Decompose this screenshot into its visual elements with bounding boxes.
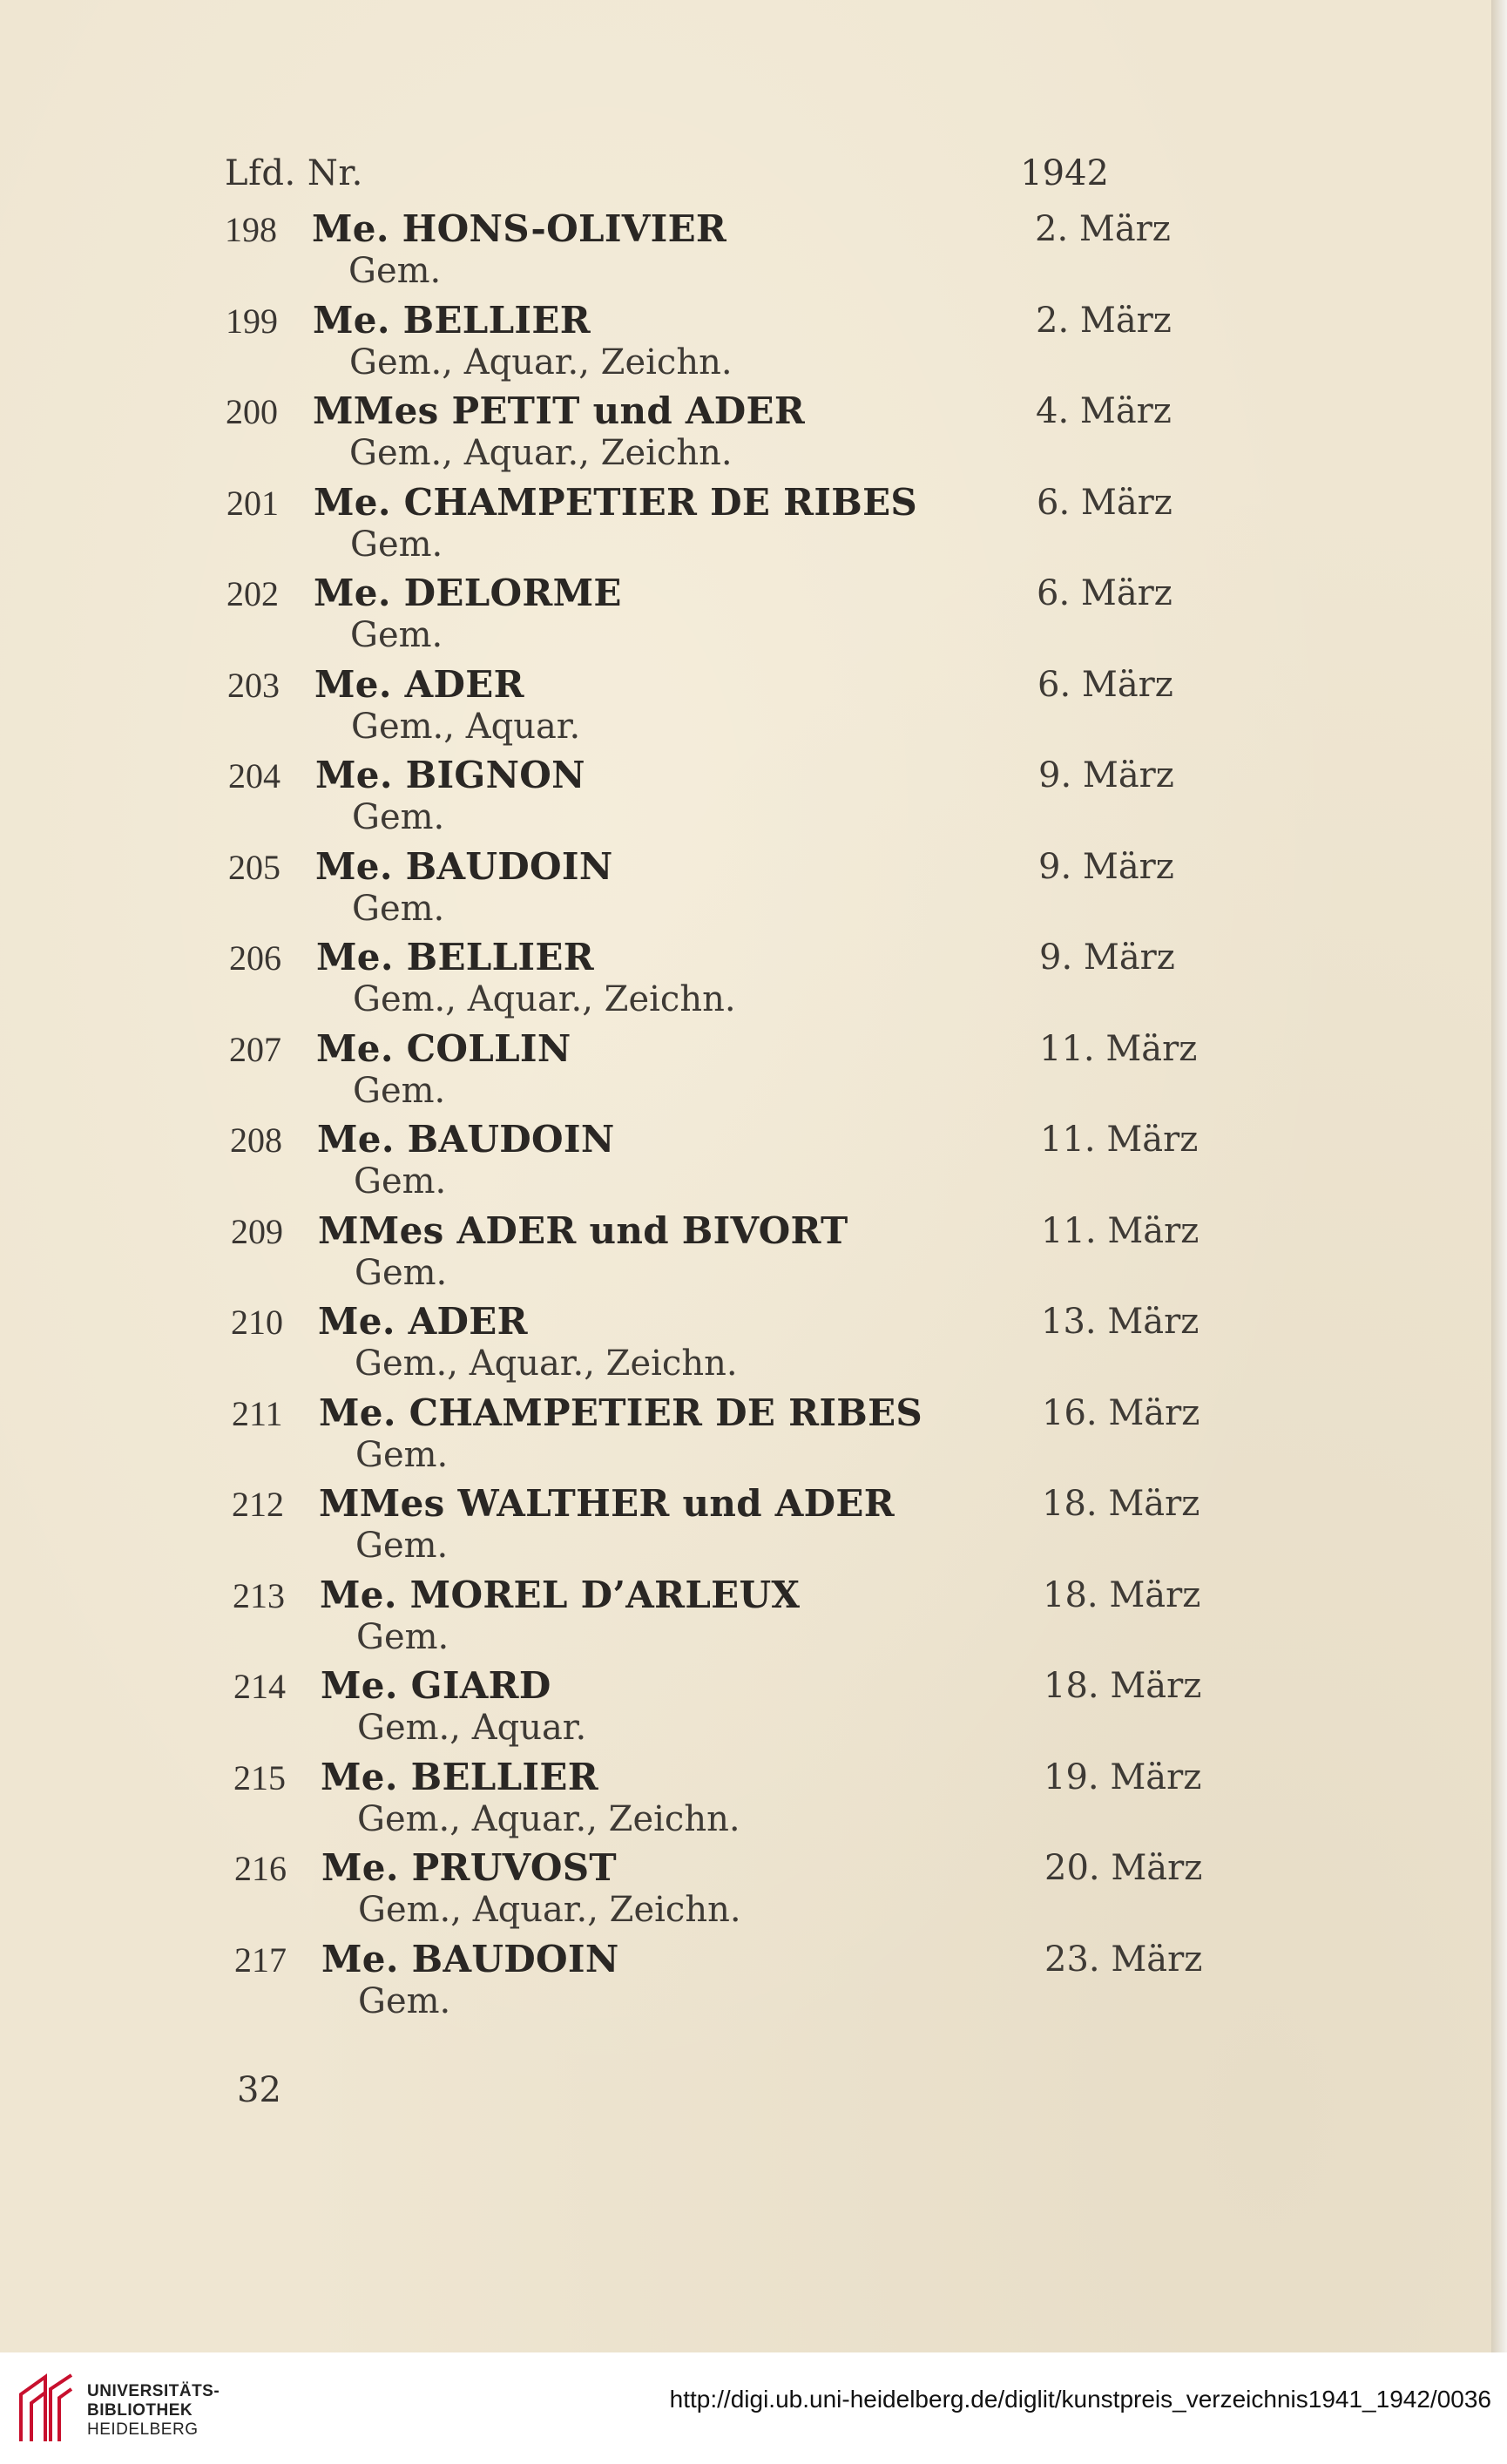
- auction-date: 9. März: [1038, 755, 1174, 795]
- auction-date: 18. März: [1042, 1484, 1200, 1524]
- entry-number: 201: [226, 483, 279, 523]
- list-item: [234, 1939, 1209, 2031]
- entry-number: 213: [233, 1575, 285, 1615]
- auction-date: 6. März: [1037, 664, 1173, 705]
- auction-house-name: MMes ADER und BIVORT: [318, 1208, 848, 1252]
- list-item: [228, 755, 1209, 847]
- media-type: Gem., Aquar.: [351, 706, 581, 747]
- footer-bar: [0, 2352, 1507, 2464]
- auction-house-name: Me. CHAMPETIER DE RIBES: [319, 1391, 923, 1434]
- list-item: [226, 298, 1209, 392]
- auction-house-name: Me. BELLIER: [316, 936, 594, 978]
- auction-date: 11. März: [1041, 1210, 1200, 1251]
- auction-house-name: Me. HONS-OLIVIER: [312, 207, 727, 250]
- column-label: Lfd. Nr.: [225, 153, 363, 193]
- media-type: Gem.: [354, 1161, 447, 1202]
- entry-number: 208: [230, 1120, 282, 1160]
- list-item: [228, 844, 1209, 938]
- entry-number: 198: [225, 210, 277, 249]
- entry-number: 211: [232, 1393, 283, 1433]
- list-item: [233, 1575, 1209, 1667]
- auction-house-name: Me. ADER: [314, 662, 524, 706]
- library-name-line2: BIBLIOTHEK: [87, 2401, 193, 2420]
- media-type: Gem., Aquar., Zeichn.: [357, 1798, 740, 1839]
- list-item: [229, 938, 1209, 1029]
- auction-house-name: Me. PRUVOST: [321, 1846, 617, 1889]
- list-item: [226, 480, 1209, 574]
- media-type: Gem.: [348, 251, 442, 291]
- year-label: 1942: [1020, 153, 1109, 193]
- media-type: Gem., Aquar., Zeichn.: [358, 1890, 741, 1930]
- header-row: [225, 153, 1166, 206]
- auction-house-name: Me. BELLIER: [313, 298, 591, 342]
- list-item: [231, 1208, 1209, 1303]
- auction-house-name: Me. GIARD: [321, 1664, 551, 1707]
- entry-number: 202: [226, 574, 279, 613]
- library-name: [87, 2382, 220, 2440]
- auction-date: 18. März: [1043, 1574, 1201, 1615]
- list-item: [233, 1666, 1209, 1757]
- auction-date: 11. März: [1039, 1028, 1198, 1069]
- entry-number: 209: [231, 1211, 283, 1251]
- auction-house-name: Me. DELORME: [314, 572, 622, 614]
- library-name-line3: HEIDELBERG: [87, 2420, 199, 2439]
- list-item: [232, 1484, 1209, 1575]
- auction-house-name: MMes WALTHER und ADER: [319, 1482, 895, 1525]
- auction-date: 2. März: [1035, 209, 1171, 249]
- entry-list: [225, 209, 1209, 2030]
- auction-house-name: Me. BAUDOIN: [321, 1937, 619, 1980]
- auction-date: 9. März: [1039, 938, 1175, 978]
- entry-number: 203: [227, 665, 280, 705]
- entry-number: 199: [226, 301, 278, 341]
- media-type: Gem., Aquar.: [357, 1708, 587, 1748]
- media-type: Gem.: [353, 1070, 446, 1111]
- auction-house-name: Me. MOREL D’ARLEUX: [320, 1573, 801, 1616]
- auction-date: 19. März: [1044, 1757, 1202, 1797]
- auction-date: 9. März: [1038, 846, 1174, 887]
- media-type: Gem.: [350, 524, 443, 565]
- auction-house-name: MMes PETIT und ADER: [313, 389, 806, 432]
- list-item: [225, 209, 1209, 301]
- ub-heidelberg-logo-icon: [16, 2372, 77, 2445]
- list-item: [229, 1026, 1209, 1120]
- auction-house-name: Me. BAUDOIN: [317, 1118, 615, 1161]
- auction-house-name: Me. CHAMPETIER DE RIBES: [314, 480, 918, 524]
- media-type: Gem.: [352, 797, 445, 837]
- entry-number: 212: [232, 1485, 284, 1524]
- auction-date: 2. März: [1036, 300, 1172, 341]
- media-type: Gem.: [355, 1434, 449, 1475]
- auction-house-name: Me. BAUDOIN: [315, 844, 613, 888]
- page-edge: [1491, 0, 1507, 2352]
- entry-number: 204: [228, 756, 280, 795]
- media-type: Gem.: [350, 615, 443, 655]
- page-number: 32: [237, 2070, 281, 2110]
- library-name-line1: UNIVERSITÄTS-: [87, 2382, 220, 2400]
- auction-house-name: Me. ADER: [318, 1300, 528, 1343]
- entry-number: 217: [234, 1939, 287, 1980]
- auction-date: 6. März: [1037, 573, 1172, 613]
- entry-number: 200: [226, 392, 278, 431]
- media-type: Gem., Aquar., Zeichn.: [355, 1344, 738, 1384]
- auction-date: 18. März: [1044, 1666, 1202, 1706]
- auction-date: 20. März: [1044, 1848, 1203, 1888]
- list-item: [234, 1848, 1209, 1939]
- entry-number: 216: [234, 1849, 287, 1888]
- media-type: Gem., Aquar., Zeichn.: [349, 342, 733, 382]
- list-item: [230, 1120, 1209, 1211]
- auction-house-name: Me. BIGNON: [315, 754, 585, 796]
- entry-number: 214: [233, 1667, 286, 1706]
- source-url[interactable]: http://digi.ub.uni-heidelberg.de/diglit/kunstpreis_verzeichnis1941_1942/0036: [669, 2386, 1491, 2413]
- auction-date: 23. März: [1044, 1939, 1203, 1980]
- media-type: Gem.: [358, 1980, 451, 2021]
- entry-number: 205: [228, 847, 280, 887]
- entry-number: 206: [229, 938, 281, 978]
- auction-house-name: Me. COLLIN: [316, 1026, 571, 1070]
- auction-date: 4. März: [1036, 391, 1172, 431]
- list-item: [233, 1757, 1209, 1849]
- list-item: [232, 1393, 1209, 1485]
- media-type: Gem., Aquar., Zeichn.: [349, 433, 733, 473]
- auction-date: 11. März: [1040, 1120, 1199, 1160]
- list-item: [227, 662, 1209, 756]
- media-type: Gem., Aquar., Zeichn.: [353, 979, 736, 1019]
- list-item: [226, 573, 1209, 665]
- media-type: Gem.: [355, 1252, 448, 1293]
- media-type: Gem.: [355, 1526, 449, 1566]
- list-item: [226, 391, 1209, 483]
- auction-date: 16. März: [1042, 1392, 1200, 1433]
- auction-date: 13. März: [1041, 1302, 1200, 1342]
- entry-number: 210: [231, 1303, 283, 1342]
- auction-house-name: Me. BELLIER: [321, 1755, 598, 1798]
- entry-number: 207: [229, 1029, 281, 1069]
- media-type: Gem.: [356, 1616, 449, 1657]
- auction-date: 6. März: [1037, 482, 1172, 523]
- media-type: Gem.: [352, 888, 445, 929]
- list-item: [231, 1302, 1209, 1393]
- entry-number: 215: [233, 1757, 286, 1797]
